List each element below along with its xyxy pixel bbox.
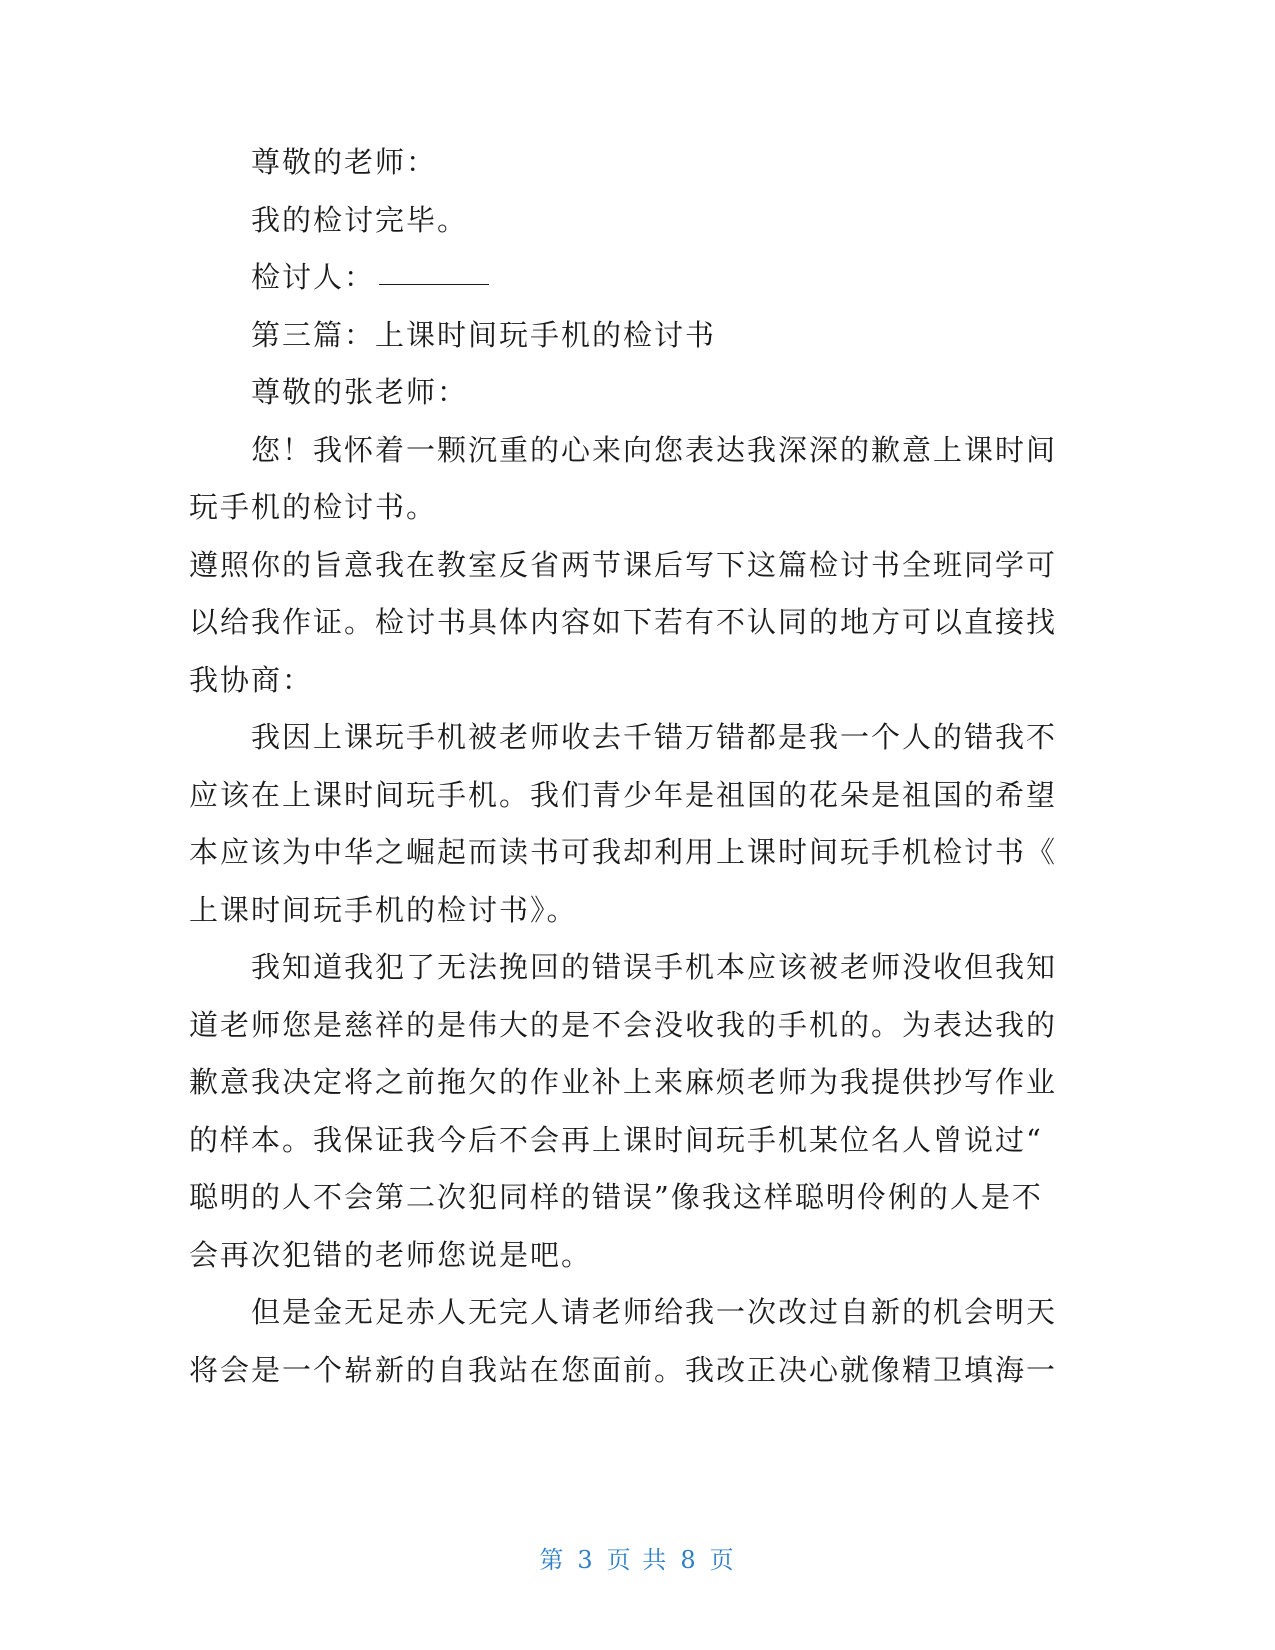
text-line-content: 您！我怀着一颗沉重的心来向您表达我深深的歉意上课时间	[251, 433, 1058, 467]
text-line-content: 尊敬的张老师：	[251, 375, 469, 409]
signature-blank	[379, 283, 489, 285]
text-line-content: 检讨人：	[251, 260, 376, 294]
footer-prefix: 第	[539, 1546, 566, 1574]
text-line	[189, 1350, 1057, 1390]
text-line-content: 我因上课玩手机被老师收去千错万错都是我一个人的错我不	[251, 720, 1058, 754]
text-line	[251, 947, 1057, 987]
page-footer	[0, 1540, 1275, 1575]
text-line	[251, 257, 489, 297]
text-line	[251, 200, 468, 240]
text-line-content: 玩手机的检讨书。	[189, 490, 438, 524]
text-line-content: 的样本。我保证我今后不会再上课时间玩手机某位名人曾说过“	[189, 1123, 1043, 1157]
text-line-content: 应该在上课时间玩手机。我们青少年是祖国的花朵是祖国的希望	[189, 778, 1058, 812]
text-line	[251, 372, 468, 412]
text-line	[189, 602, 1057, 642]
footer-middle: 页 共	[606, 1546, 669, 1574]
text-line-content: 将会是一个崭新的自我站在您面前。我改正决心就像精卫填海一	[189, 1353, 1058, 1387]
text-line-content: 以给我作证。检讨书具体内容如下若有不认同的地方可以直接找	[189, 605, 1058, 639]
text-line-content: 我知道我犯了无法挽回的错误手机本应该被老师没收但我知	[251, 950, 1058, 984]
footer-current-page: 3	[577, 1546, 595, 1574]
text-line-content: 聪明的人不会第二次犯同样的错误”像我这样聪明伶俐的人是不	[189, 1180, 1043, 1214]
text-line	[251, 142, 437, 182]
text-line	[189, 832, 1057, 872]
text-line-content: 会再次犯错的老师您说是吧。	[189, 1238, 593, 1272]
text-line	[189, 1235, 592, 1275]
text-line-content: 歉意我决定将之前拖欠的作业补上来麻烦老师为我提供抄写作业	[189, 1065, 1058, 1099]
text-line-content: 尊敬的老师：	[251, 145, 438, 179]
text-line	[189, 890, 578, 930]
text-line	[189, 1177, 1043, 1217]
text-line-content: 我的检讨完毕。	[251, 203, 469, 237]
text-line	[189, 775, 1057, 815]
text-line	[189, 545, 1057, 585]
text-line	[251, 430, 1057, 470]
footer-suffix: 页	[709, 1546, 736, 1574]
text-line	[189, 1005, 1057, 1045]
text-line-content: 道老师您是慈祥的是伟大的是不会没收我的手机的。为表达我的	[189, 1008, 1058, 1042]
text-line	[189, 1062, 1057, 1102]
text-line	[189, 660, 313, 700]
text-line	[251, 1292, 1057, 1332]
text-line-content: 遵照你的旨意我在教室反省两节课后写下这篇检讨书全班同学可	[189, 548, 1058, 582]
footer-total-pages: 8	[680, 1546, 698, 1574]
text-line-content: 我协商：	[189, 663, 314, 697]
text-line-content: 但是金无足赤人无完人请老师给我一次改过自新的机会明天	[251, 1295, 1058, 1329]
text-line	[189, 487, 437, 527]
text-line-content: 上课时间玩手机的检讨书》。	[189, 893, 578, 927]
text-line-content: 第三篇：上课时间玩手机的检讨书	[251, 318, 717, 352]
text-line	[251, 717, 1057, 757]
text-line	[189, 1120, 1043, 1160]
text-line	[251, 315, 716, 355]
text-line-content: 本应该为中华之崛起而读书可我却利用上课时间玩手机检讨书《	[189, 835, 1058, 869]
